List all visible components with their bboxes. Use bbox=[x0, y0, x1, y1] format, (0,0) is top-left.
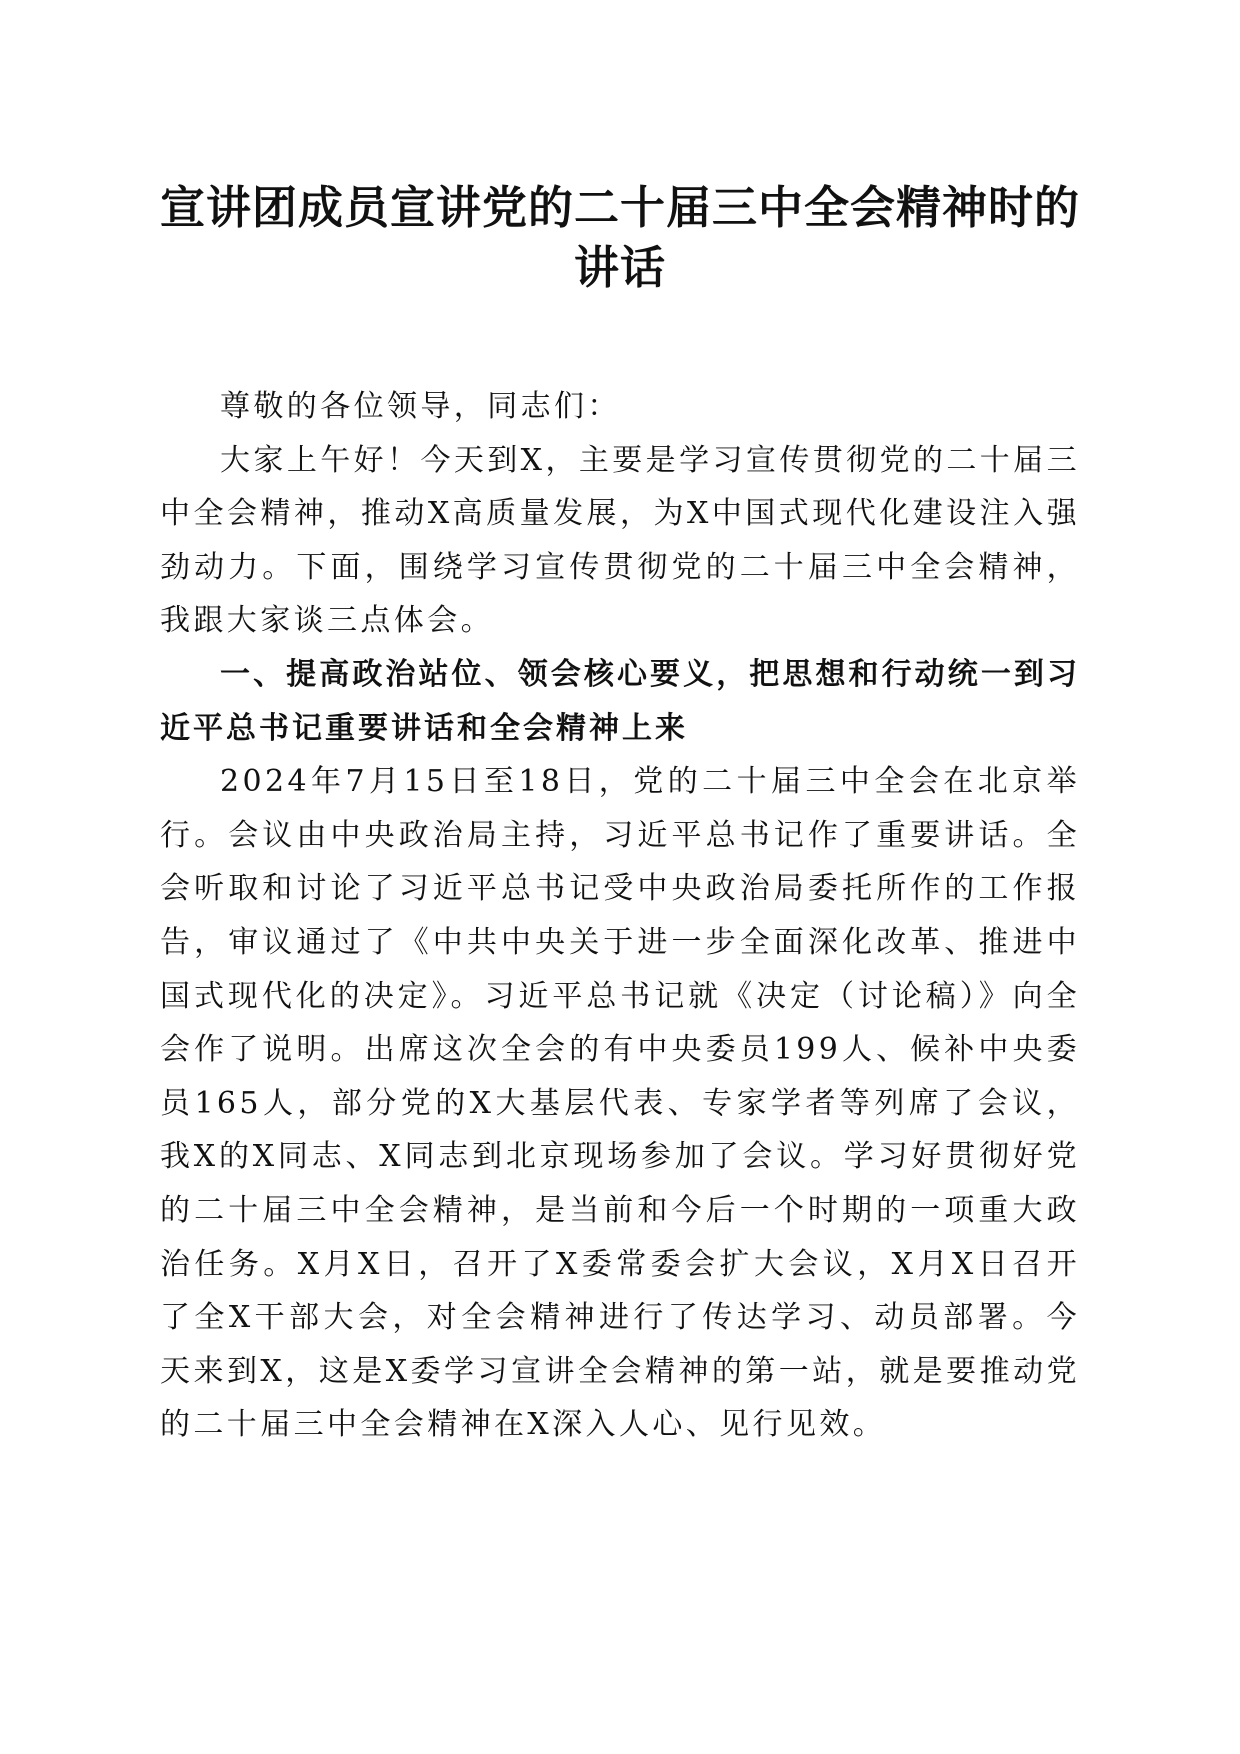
salutation: 尊敬的各位领导，同志们： bbox=[220, 389, 621, 424]
section-heading: 一、提高政治站位、领会核心要义，把思想和行动统一到习近平总书记重要讲话和全会精神上来 bbox=[160, 656, 1080, 746]
intro-paragraph: 大家上午好！今天到X，主要是学习宣传贯彻党的二十届三中全会精神，推动X高质量发展，为X中国式现代化建设注入强劲动力。下面，围绕学习宣传贯彻党的二十届三中全会精神，我跟大家谈三点体会。 bbox=[160, 442, 1080, 639]
document-title: 宣讲团成员宣讲党的二十届三中全会精神时的讲话 bbox=[159, 181, 1080, 294]
section-paragraph: 2024年7月15日至18日，党的二十届三中全会在北京举行。会议由中央政治局主持，习近平总书记作了重要讲话。全会听取和讨论了习近平总书记受中央政治局委托所作的工作报告，审议通过了《中共中央关于进一步全面深化改革、推进中国式现代化的决定》。习近平总书记就《决定（讨论稿）》向全会作了说明。出席这次全会的有中央委员199人、候补中央委员165人，部分党的X大基层代表、专家学者等列席了会议，我X的X同志、X同志到北京现场参加了会议。学习好贯彻好党的二十届三中全会精神，是当前和今后一个时期的一项重大政治任务。X月X日，召开了X委常委会扩大会议，X月X日召开了全X干部大会，对全会精神进行了传达学习、动员部署。今天来到X，这是X委学习宣讲全会精神的第一站，就是要推动党的二十届三中全会精神在X深入人心、见行见效。 bbox=[160, 764, 1080, 1443]
document-body bbox=[160, 380, 1080, 1452]
